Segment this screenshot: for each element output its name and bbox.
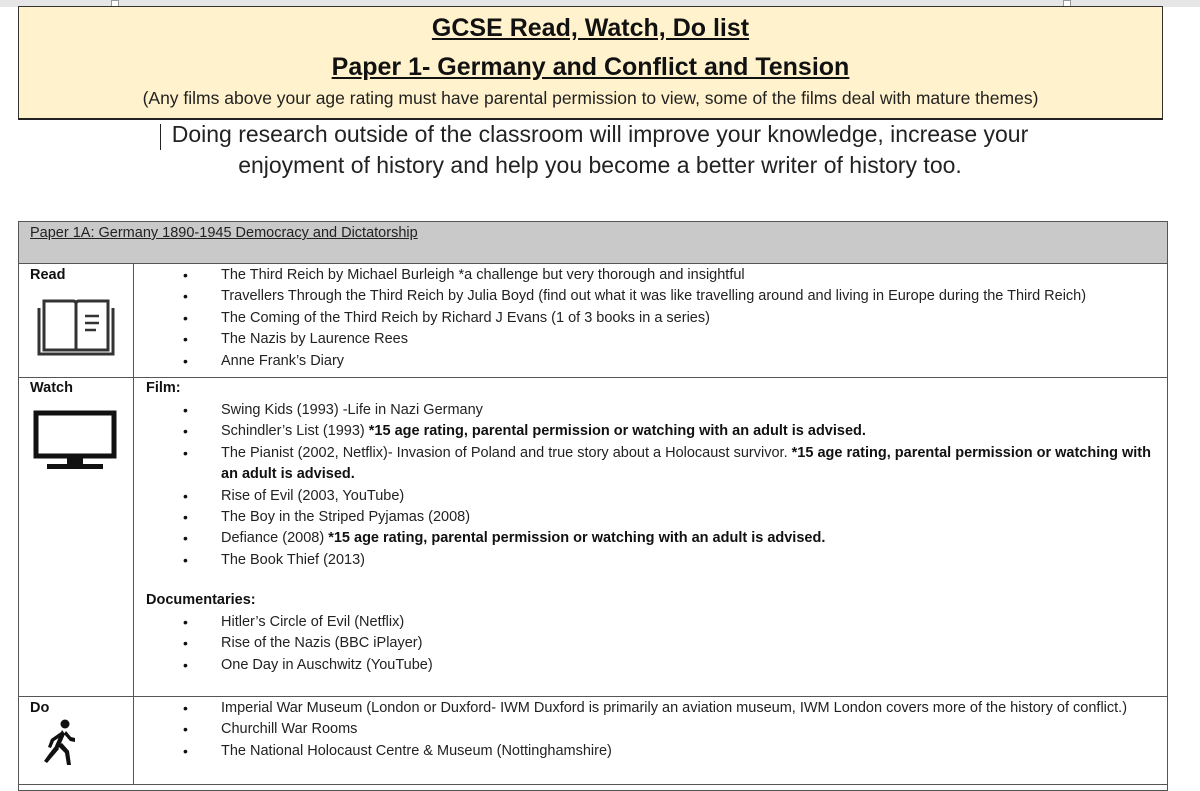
table-heading-row — [19, 222, 1167, 264]
do-list — [19, 698, 1167, 762]
list-item: • Hitler’s Circle of Evil (Netflix) — [19, 612, 1167, 633]
list-item — [19, 421, 1167, 442]
watch-label: Watch — [30, 380, 73, 396]
age-rating-note: (Any films above your age rating must have parental permission to view, some of the films deal with mature themes) — [142, 88, 1039, 108]
age-warning: *15 age rating, parental permission or watching with an adult is advised. — [328, 530, 826, 547]
list-item: • The Third Reich by Michael Burleigh *a challenge but very thorough and insightful — [19, 265, 1167, 286]
intro-line-1: Doing research outside of the classroom will improve your knowledge, increase your — [171, 121, 1029, 147]
film-title: The Book Thief (2013) — [221, 551, 366, 568]
film-title: Swing Kids (1993) -Life in Nazi Germany — [221, 402, 483, 418]
row-divider — [19, 377, 1167, 378]
read-label: Read — [30, 267, 66, 283]
list-item: • The National Holocaust Centre & Museum (Nottinghamshire) — [19, 741, 1167, 762]
intro-line-2: enjoyment of history and help you become a better writer of history too. — [238, 152, 962, 178]
film-heading: Film: — [146, 380, 181, 396]
title-box — [18, 6, 1163, 120]
list-item — [19, 443, 1167, 486]
list-item: • Churchill War Rooms — [19, 719, 1167, 740]
list-item — [19, 507, 1167, 528]
do-label: Do — [30, 700, 50, 716]
age-warning: *15 age rating, parental permission or watching with an adult is advised. — [368, 423, 866, 440]
list-item — [19, 528, 1167, 549]
film-title: The Pianist (2002, Netflix)- Invasion of Poland and true story about a Holocaust survivor. — [221, 444, 792, 461]
documentaries-heading: Documentaries: — [146, 592, 256, 608]
age-warning: *15 age rating, parental permission or watching with an adult is advised. — [221, 444, 1151, 483]
list-item: • Imperial War Museum (London or Duxford- IWM Duxford is primarily an aviation museum, IWM London covers more of the history of conflict.) — [19, 698, 1167, 719]
resource-table — [18, 221, 1168, 791]
list-item: • The Nazis by Laurence Rees — [19, 329, 1167, 350]
list-item — [19, 550, 1167, 571]
read-list — [19, 265, 1167, 372]
film-title: The Boy in the Striped Pyjamas (2008) — [221, 509, 471, 526]
film-title: Defiance (2008) — [221, 530, 329, 547]
page-title: GCSE Read, Watch, Do list — [431, 14, 750, 42]
row-divider — [19, 696, 1167, 697]
list-item: • Travellers Through the Third Reich by Julia Boyd (find out what it was like travelling around and living in Europe during the Third Reich) — [19, 286, 1167, 307]
documentary-list — [19, 612, 1167, 676]
list-item: • One Day in Auschwitz (YouTube) — [19, 655, 1167, 676]
table-heading: Paper 1A: Germany 1890-1945 Democracy and Dictatorship — [30, 225, 418, 241]
page-subtitle: Paper 1- Germany and Conflict and Tension — [331, 53, 850, 81]
list-item: • The Coming of the Third Reich by Richard J Evans (1 of 3 books in a series) — [19, 308, 1167, 329]
list-item — [19, 400, 1167, 421]
list-item: • Anne Frank’s Diary — [19, 351, 1167, 372]
list-item — [19, 486, 1167, 507]
film-title: Schindler’s List (1993) — [221, 423, 369, 440]
film-list — [19, 400, 1167, 571]
row-divider — [19, 784, 1167, 785]
list-item: • Rise of the Nazis (BBC iPlayer) — [19, 633, 1167, 654]
film-title: Rise of Evil (2003, YouTube) — [221, 487, 405, 504]
